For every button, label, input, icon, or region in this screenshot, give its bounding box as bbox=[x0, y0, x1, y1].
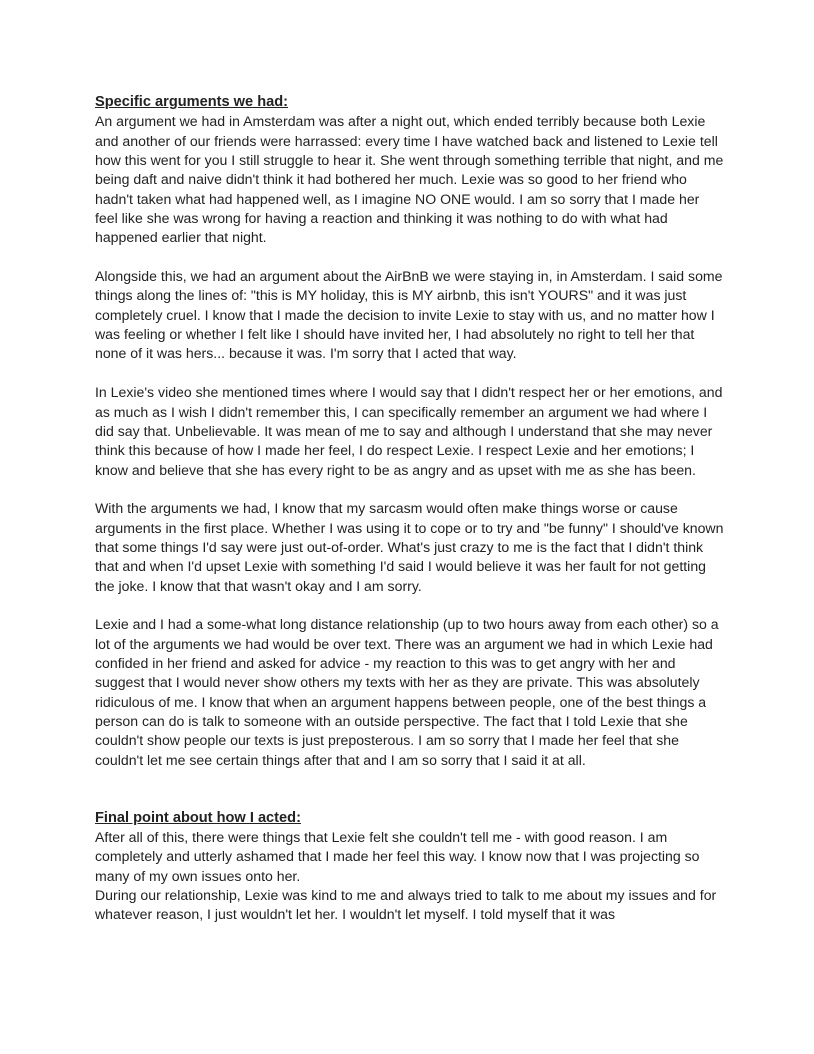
paragraph-relationship-issues: During our relationship, Lexie was kind to me and always tried to talk to me about my issues and for whatever reason, I just wouldn't let her. I wouldn't let myself. I told myself that it was bbox=[95, 887, 717, 923]
paragraph-spacer bbox=[95, 364, 725, 383]
section-spacer bbox=[95, 770, 725, 809]
paragraph-spacer bbox=[95, 596, 725, 615]
paragraph-spacer bbox=[95, 248, 725, 267]
paragraph-long-distance-texts: Lexie and I had a some-what long distance relationship (up to two hours away from each other) so a lot of the arguments we had would be over text. There was an argument we had in which Lexie had confided in her friend and asked for advice - my reaction to this was to get angry with her and suggest that I would never show others my texts with her as they are private. This was absolutely ridiculous of me. I know that when an argument happens between people, one of the best things a person can do is talk to someone with an outside perspective. The fact that I told Lexie that she couldn't show people our texts is just preposterous. I am so sorry that I made her feel that she couldn't let me see certain things after that and I am so sorry that I said it at all. bbox=[95, 616, 719, 768]
paragraph-respect-emotions: In Lexie's video she mentioned times where I would say that I didn't respect her or her emotions, and as much as I wish I didn't remember this, I can specifically remember an argument we had where I did say that. Unbelievable. It was mean of me to say and although I understand that she may never think this because of how I made her feel, I do respect Lexie. I respect Lexie and her emotions; I know and believe that she has every right to be as angry and as upset with me as she has been. bbox=[95, 384, 723, 478]
section-heading-specific-arguments: Specific arguments we had: bbox=[95, 94, 289, 110]
paragraph-spacer bbox=[95, 480, 725, 499]
paragraph-airbnb-argument: Alongside this, we had an argument about the AirBnB we were staying in, in Amsterdam. I said some things along the lines of: "this is MY holiday, this is MY airbnb, this isn't YOURS" and it was just completely cruel. I know that I made the decision to invite Lexie to stay with us, and no matter how I was feeling or whether I felt like I should have invited her, I had absolutely no right to tell her that none of it was hers... because it was. I'm sorry that I acted that way. bbox=[95, 268, 723, 362]
document-page bbox=[95, 93, 725, 925]
paragraph-amsterdam-night-out: An argument we had in Amsterdam was after a night out, which ended terribly because both Lexie and another of our friends were harrassed: every time I have watched back and listened to Lexie tell how this went for you I still struggle to hear it. She went through something terrible that night, and me being daft and naive didn't think it had bothered her much. Lexie was so good to her friend who hadn't taken what had happened well, as I imagine NO ONE would. I am so sorry that I made her feel like she was wrong for having a reaction and thinking it was nothing to do with what had happened earlier that night. bbox=[95, 113, 724, 246]
paragraph-sarcasm: With the arguments we had, I know that my sarcasm would often make things worse or cause arguments in the first place. Whether I was using it to cope or to try and "be funny" I should've known that some things I'd say were just out-of-order. What's just crazy to me is the fact that I didn't think that and when I'd upset Lexie with something I'd said I would believe it was her fault for not getting the joke. I know that that wasn't okay and I am sorry. bbox=[95, 500, 724, 594]
section-heading-final-point: Final point about how I acted: bbox=[95, 809, 301, 826]
paragraph-ashamed: After all of this, there were things that Lexie felt she couldn't tell me - with good reason. I am completely and utterly ashamed that I made her feel this way. I know now that I was projecting so many of my own issues onto her. bbox=[95, 829, 700, 884]
